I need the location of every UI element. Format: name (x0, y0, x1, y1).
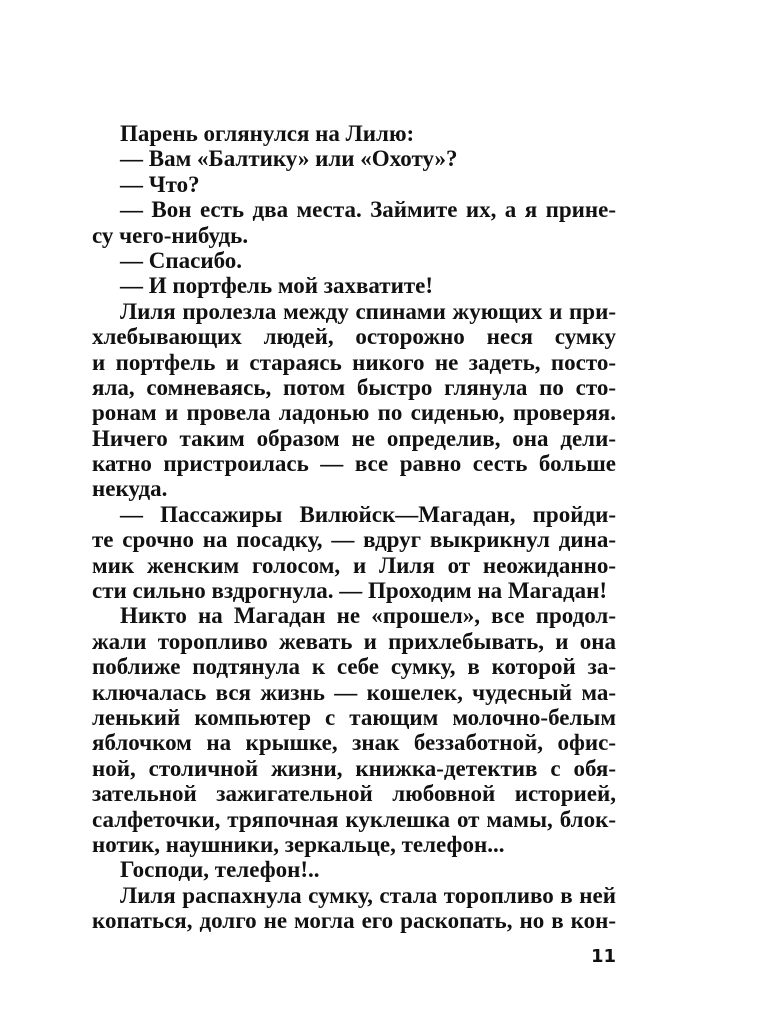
text-line: Лиля пролезла между спинами жующих и при- (120, 298, 616, 324)
text-line: яблочком на крышке, знак беззаботной, офис- (92, 730, 616, 756)
text-line: и портфель и стараясь никого не задеть, посто- (92, 349, 616, 375)
text-line: Ничего таким образом не определив, она дели- (92, 425, 616, 451)
text-line: некуда. (92, 476, 168, 502)
text-line: Господи, телефон!.. (120, 857, 320, 883)
page-number: 11 (590, 946, 616, 967)
text-line: — Вон есть два места. Займите их, а я прине- (120, 197, 616, 223)
text-line: ключалась вся жизнь — кошелек, чудесный ма- (92, 679, 616, 705)
text-line: хлебывающих людей, осторожно неся сумку (92, 324, 616, 350)
text-line: ленький компьютер с тающим молочно-белым (92, 704, 616, 730)
text-line: — Вам «Балтику» или «Охоту»? (120, 146, 458, 172)
body-text (92, 121, 616, 934)
text-line: поближе подтянула к себе сумку, в которой за- (92, 654, 616, 680)
text-line: мик женским голосом, и Лиля от неожиданно- (92, 552, 616, 578)
text-line: — Пассажиры Вилюйск—Магадан, пройди- (120, 501, 616, 527)
text-line: Лиля распахнула сумку, стала торопливо в ней (120, 882, 616, 908)
text-line: те срочно на посадку, — вдруг выкрикнул дина- (92, 527, 616, 553)
text-line: яла, сомневаясь, потом быстро глянула по сто- (92, 374, 616, 400)
text-line: — Спасибо. (120, 247, 243, 273)
text-line: копаться, долго не могла его раскопать, но в кон- (92, 908, 616, 934)
text-line: салфеточки, тряпочная куклешка от мамы, блок- (92, 806, 616, 832)
text-line: су чего-нибудь. (92, 222, 249, 248)
text-line: Никто на Магадан не «прошел», все продол- (120, 603, 616, 629)
text-line: ронам и провела ладонью по сиденью, проверяя. (92, 400, 616, 426)
text-line: Парень оглянулся на Лилю: (120, 121, 415, 146)
text-line: сти сильно вздрогнула. — Проходим на Магадан! (92, 578, 608, 604)
text-line: зательной зажигательной любовной историей, (92, 781, 616, 807)
text-line: — Что? (120, 171, 200, 197)
text-line: нотик, наушники, зеркальце, телефон... (92, 831, 505, 857)
text-line: — И портфель мой захватите! (120, 273, 434, 299)
text-line: жали торопливо жевать и прихлебывать, и она (92, 628, 616, 654)
text-line: ной, столичной жизни, книжка-детектив с обя- (92, 755, 616, 781)
text-line: катно пристроилась — все равно сесть больше (92, 451, 616, 477)
